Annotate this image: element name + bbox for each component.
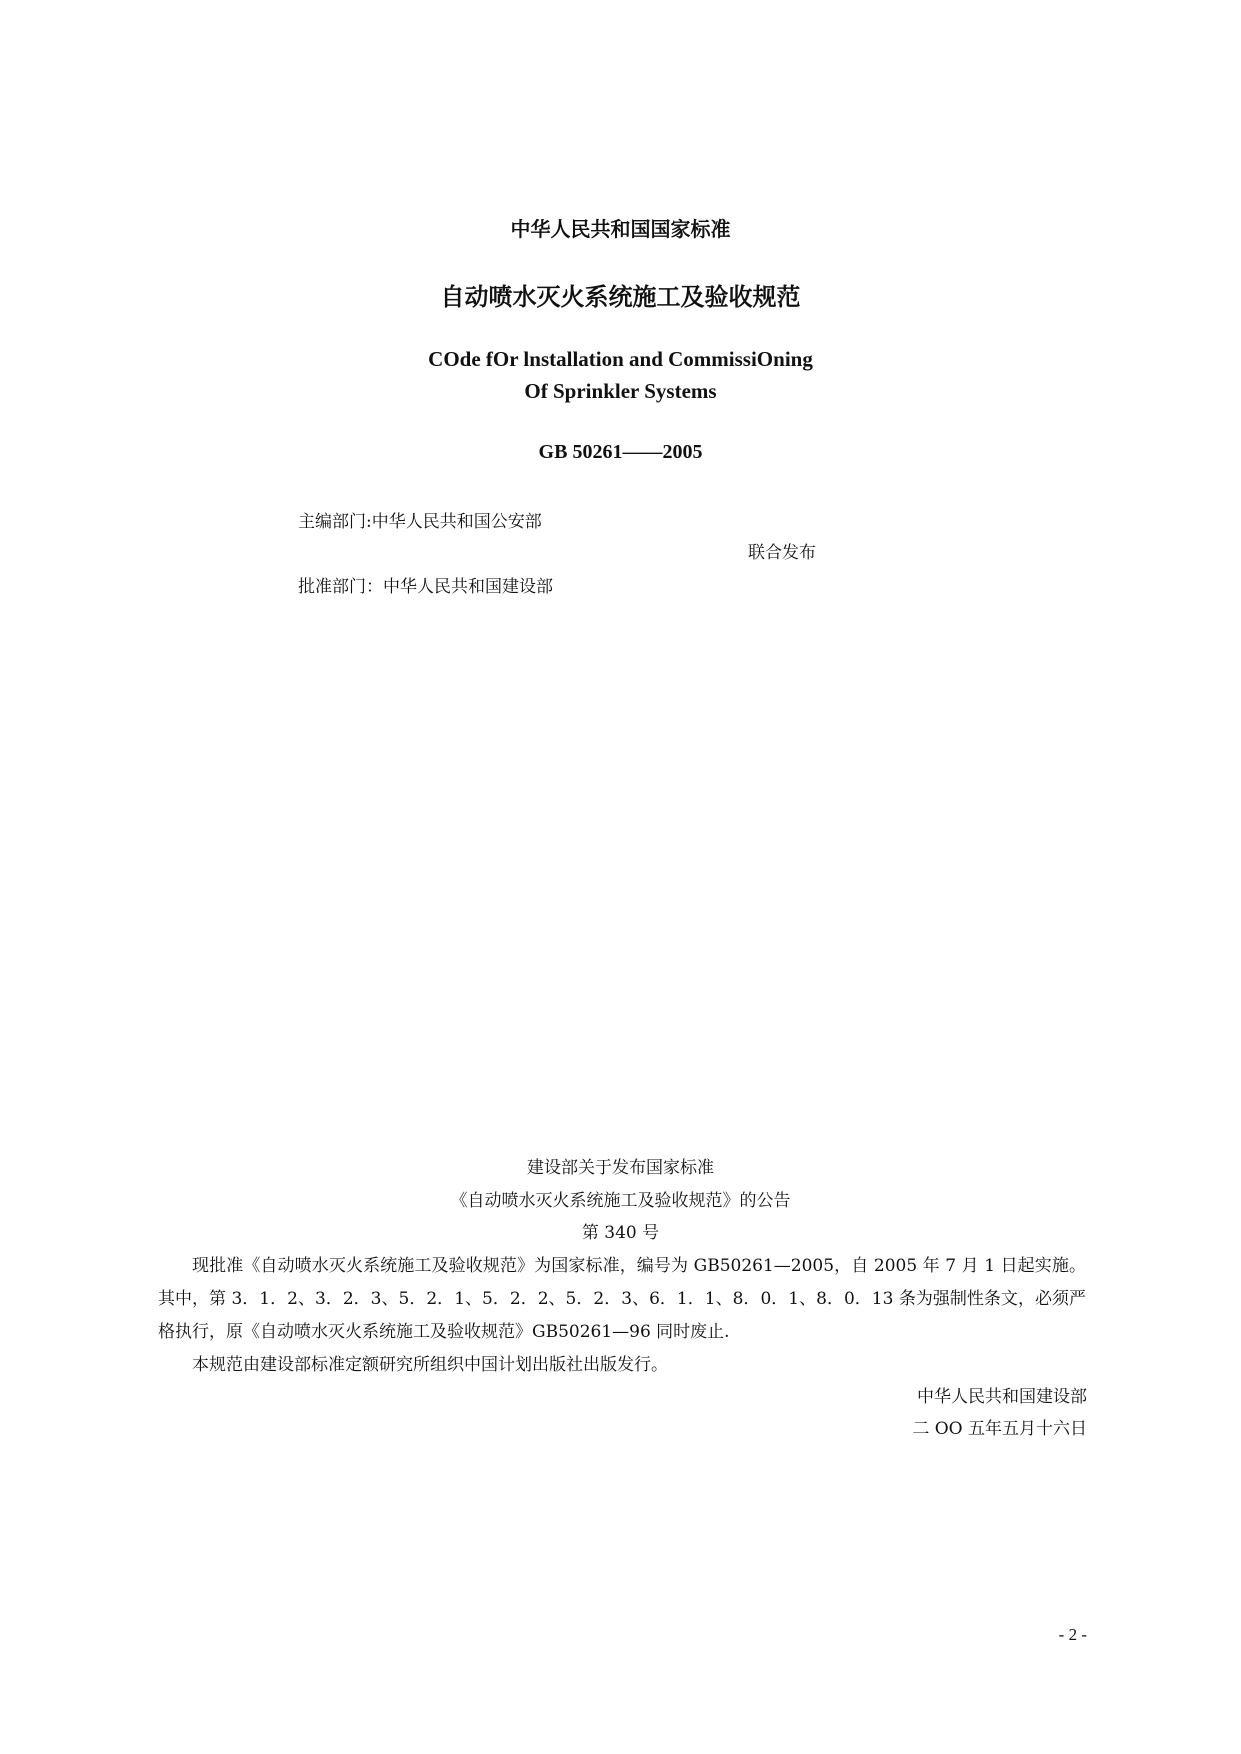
joint-release-label: 联合发布 [748,543,816,563]
signatory-organization: 中华人民共和国建设部 [917,1387,1087,1407]
national-standard-heading: 中华人民共和国国家标准 [510,217,731,241]
approving-department: 批准部门：中华人民共和国建设部 [298,577,553,597]
notice-paragraph-2 [158,1349,1086,1382]
notice-heading-line-2: 《自动喷水灭火系统施工及验收规范》的公告 [450,1191,791,1211]
standard-number: GB 50261——2005 [538,441,703,463]
signature-date: 二 OO 五年五月十六日 [912,1419,1087,1439]
notice-paragraph-1 [158,1250,1086,1349]
notice-paragraph-2-text: 本规范由建设部标准定额研究所组织中国计划出版社出版发行。 [192,1355,668,1375]
notice-paragraph-1-text: 现批准《自动喷水灭火系统施工及验收规范》为国家标准，编号为 GB50261—2005，自 2005 年 7 月 1 日起实施。其中，第 3．1．2、3．2．3、5．2．1、5．2．2、5．2．3、6．1．1、8．0．1、8．0．13 条为强制性条文，必须严格执行，原《自动喷水灭火系统施工及验收规范》GB50261—96 同时废止. [158,1256,1086,1342]
notice-heading-line-1: 建设部关于发布国家标准 [527,1158,714,1178]
english-title-line-1: COde fOr lnstallation and CommissiOning [428,347,813,371]
english-title-line-2: Of Sprinkler Systems [524,379,717,403]
english-title [0,343,1241,407]
page-number: - 2 - [1058,1625,1087,1644]
chief-editor-department: 主编部门:中华人民共和国公安部 [298,512,542,532]
chinese-title: 自动喷水灭火系统施工及验收规范 [440,283,801,311]
notice-number: 第 340 号 [581,1223,660,1243]
